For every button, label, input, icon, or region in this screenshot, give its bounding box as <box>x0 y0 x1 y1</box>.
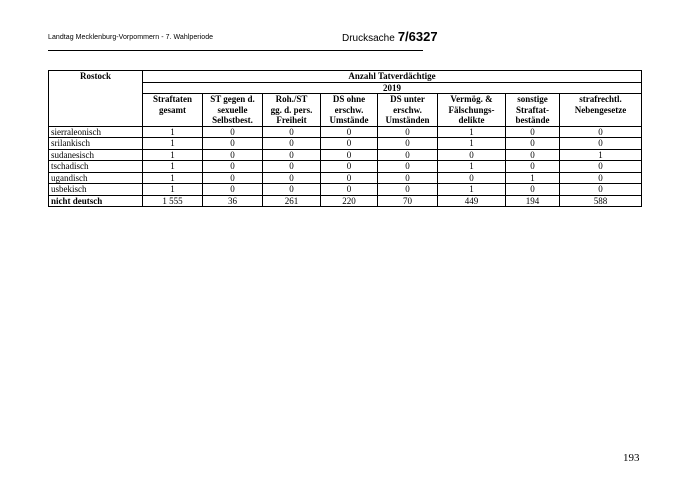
column-header-line: ST gegen d. <box>210 94 255 104</box>
cell-value: 70 <box>378 195 438 207</box>
cell-value: 0 <box>560 138 642 150</box>
table-row <box>49 126 642 138</box>
cell-value: 0 <box>378 138 438 150</box>
cell-value: 0 <box>560 126 642 138</box>
cell-value: 0 <box>263 126 321 138</box>
cell-value: 0 <box>203 126 263 138</box>
column-header-line: bestände <box>515 115 550 125</box>
cell-value: 220 <box>321 195 378 207</box>
cell-value: 1 555 <box>143 195 203 207</box>
column-header-line: Straftat- <box>516 104 549 115</box>
cell-value: 0 <box>263 149 321 161</box>
column-header <box>321 94 378 127</box>
column-header <box>506 94 560 127</box>
cell-value: 0 <box>378 149 438 161</box>
document-reference <box>342 29 438 44</box>
cell-value: 0 <box>506 184 560 196</box>
column-header-line: gg. d. pers. <box>270 104 313 115</box>
column-header-line: Fälschungs- <box>448 104 495 115</box>
column-header-line: Umständen <box>385 115 430 125</box>
cell-value: 0 <box>203 184 263 196</box>
cell-value: 0 <box>506 126 560 138</box>
cell-value: 1 <box>560 149 642 161</box>
column-header-line: Freiheit <box>276 115 307 125</box>
column-header-line <box>562 115 639 126</box>
table-row <box>49 195 642 207</box>
cell-value: 0 <box>321 184 378 196</box>
region-header: Rostock <box>49 71 143 127</box>
suspects-table <box>48 70 642 207</box>
cell-value: 1 <box>143 161 203 173</box>
cell-value: 0 <box>321 149 378 161</box>
cell-value: 261 <box>263 195 321 207</box>
table-row <box>49 138 642 150</box>
column-header-line: Roh./ST <box>275 94 308 104</box>
column-header <box>560 94 642 127</box>
row-label: tschadisch <box>49 161 143 173</box>
row-label: usbekisch <box>49 184 143 196</box>
cell-value: 0 <box>321 138 378 150</box>
cell-value: 0 <box>378 126 438 138</box>
column-header <box>378 94 438 127</box>
column-header-line: Straftaten <box>153 94 192 104</box>
cell-value: 0 <box>263 161 321 173</box>
row-label: sudanesisch <box>49 149 143 161</box>
header-rule <box>48 50 423 51</box>
column-header-line: Nebengesetze <box>574 104 627 115</box>
column-header-line <box>145 115 200 126</box>
column-header-line: DS unter <box>390 94 425 104</box>
cell-value: 1 <box>438 161 506 173</box>
cell-value: 36 <box>203 195 263 207</box>
cell-value: 1 <box>506 172 560 184</box>
cell-value: 0 <box>560 172 642 184</box>
column-header-line: sexuelle <box>217 104 248 115</box>
cell-value: 0 <box>378 161 438 173</box>
header-parliament-text: Landtag Mecklenburg-Vorpommern - 7. Wahlperiode <box>48 34 214 41</box>
cell-value: 0 <box>321 126 378 138</box>
cell-value: 0 <box>321 172 378 184</box>
row-label: sierraleonisch <box>49 126 143 138</box>
cell-value: 0 <box>263 172 321 184</box>
row-label: nicht deutsch <box>49 195 143 207</box>
document-number: 7/6327 <box>397 29 438 44</box>
table-row <box>49 161 642 173</box>
row-label: srilankisch <box>49 138 143 150</box>
cell-value: 1 <box>143 184 203 196</box>
table-row <box>49 172 642 184</box>
cell-value: 0 <box>438 172 506 184</box>
column-header-line: Vermög. & <box>450 94 493 104</box>
table-row <box>49 184 642 196</box>
row-label: ugandisch <box>49 172 143 184</box>
cell-value: 1 <box>438 126 506 138</box>
cell-value: 0 <box>506 138 560 150</box>
cell-value: 0 <box>560 184 642 196</box>
column-header-line: delikte <box>458 115 485 125</box>
column-header <box>143 94 203 127</box>
cell-value: 0 <box>378 172 438 184</box>
cell-value: 0 <box>203 172 263 184</box>
cell-value: 0 <box>263 184 321 196</box>
column-header <box>203 94 263 127</box>
cell-value: 1 <box>143 126 203 138</box>
cell-value: 1 <box>438 138 506 150</box>
page-number: 193 <box>623 452 640 464</box>
column-header-line: DS ohne <box>332 94 366 104</box>
cell-value: 1 <box>143 149 203 161</box>
cell-value: 0 <box>203 149 263 161</box>
column-header-line: Umstände <box>329 115 369 125</box>
column-header-line: gesamt <box>159 104 186 115</box>
cell-value: 0 <box>506 149 560 161</box>
cell-value: 0 <box>506 161 560 173</box>
cell-value: 449 <box>438 195 506 207</box>
cell-value: 1 <box>143 172 203 184</box>
cell-value: 0 <box>321 161 378 173</box>
column-header-line: erschw. <box>334 104 364 115</box>
cell-value: 588 <box>560 195 642 207</box>
column-header-line: strafrechtl. <box>579 94 622 104</box>
column-header-line: erschw. <box>393 104 422 115</box>
document-label: Drucksache <box>342 33 395 44</box>
cell-value: 0 <box>263 138 321 150</box>
group-title-header: Anzahl Tatverdächtige <box>143 71 642 83</box>
cell-value: 0 <box>438 149 506 161</box>
cell-value: 1 <box>143 138 203 150</box>
cell-value: 0 <box>203 161 263 173</box>
table-body <box>49 126 642 207</box>
cell-value: 1 <box>438 184 506 196</box>
table-row <box>49 149 642 161</box>
cell-value: 0 <box>560 161 642 173</box>
cell-value: 194 <box>506 195 560 207</box>
column-header <box>438 94 506 127</box>
column-header-line: sonstige <box>517 94 548 104</box>
column-header-line: Selbstbest. <box>212 115 253 125</box>
column-header <box>263 94 321 127</box>
year-header: 2019 <box>143 82 642 94</box>
cell-value: 0 <box>378 184 438 196</box>
cell-value: 0 <box>203 138 263 150</box>
